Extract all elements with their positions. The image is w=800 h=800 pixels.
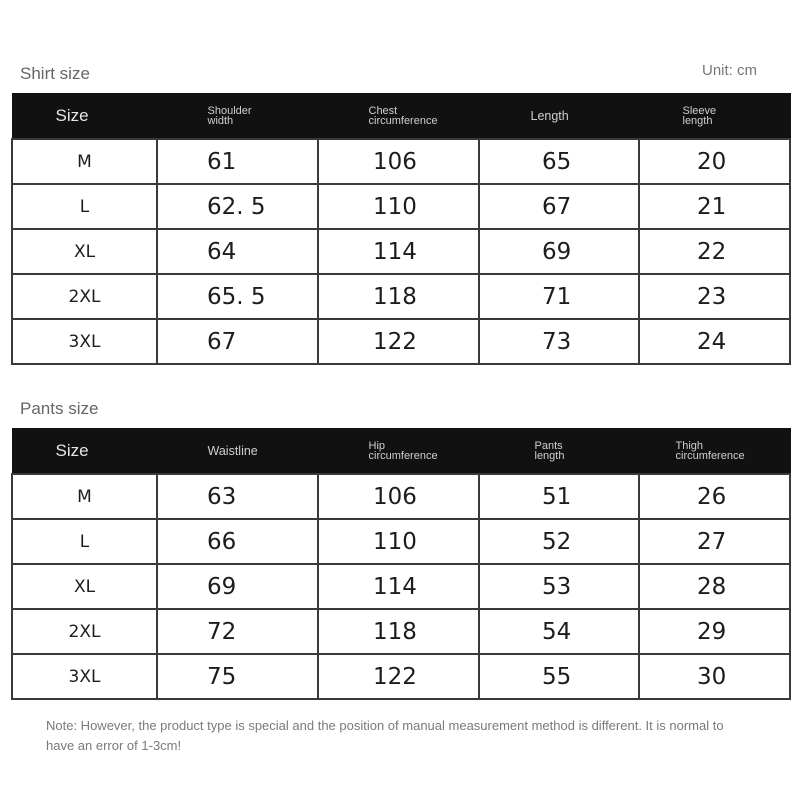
pants-size-cell: M [12,474,157,519]
pants-value-cell: 29 [639,609,790,654]
shirt-size-cell: 3XL [12,319,157,364]
pants-header-thigh: Thigh circumference [639,429,790,475]
shirt-value-cell: 67 [479,184,639,229]
shirt-table-row [12,229,790,274]
pants-value-cell: 52 [479,519,639,564]
pants-value-cell: 51 [479,474,639,519]
pants-size-cell: XL [12,564,157,609]
shirt-value-cell: 73 [479,319,639,364]
shirt-header-shoulder: Shoulder width [157,94,318,140]
pants-value-cell: 55 [479,654,639,699]
shirt-size-title: Shirt size [20,64,90,83]
pants-value-cell: 53 [479,564,639,609]
pants-header-waist: Waistline [157,429,318,475]
unit-label: Unit: cm [702,62,758,79]
shirt-value-cell: 114 [318,229,479,274]
shirt-header-sleeve: Sleeve length [639,94,790,140]
shirt-value-cell: 65. 5 [157,274,318,319]
shirt-table-row [12,274,790,319]
shirt-value-cell: 65 [479,139,639,184]
measurement-note: Note: However, the product type is special and the position of manual measurement method is different. It is normal to have an error of 1-3cm! [46,718,724,753]
shirt-header-chest: Chest circumference [318,94,479,140]
shirt-size-cell: XL [12,229,157,274]
pants-value-cell: 106 [318,474,479,519]
pants-value-cell: 28 [639,564,790,609]
pants-value-cell: 75 [157,654,318,699]
pants-table-row [12,654,790,699]
shirt-value-cell: 69 [479,229,639,274]
shirt-header-row [12,94,790,140]
shirt-header-size: Size [12,94,157,140]
shirt-table-row [12,184,790,229]
pants-header-pants-length: Pants length [479,429,639,475]
shirt-size-cell: M [12,139,157,184]
pants-value-cell: 27 [639,519,790,564]
pants-value-cell: 63 [157,474,318,519]
shirt-value-cell: 24 [639,319,790,364]
pants-value-cell: 26 [639,474,790,519]
shirt-value-cell: 67 [157,319,318,364]
shirt-size-cell: 2XL [12,274,157,319]
shirt-value-cell: 61 [157,139,318,184]
pants-value-cell: 69 [157,564,318,609]
shirt-value-cell: 62. 5 [157,184,318,229]
pants-header-hip: Hip circumference [318,429,479,475]
shirt-value-cell: 110 [318,184,479,229]
shirt-value-cell: 20 [639,139,790,184]
pants-value-cell: 110 [318,519,479,564]
shirt-size-cell: L [12,184,157,229]
pants-table-row [12,474,790,519]
shirt-table-row [12,319,790,364]
pants-header-row [12,429,790,475]
pants-value-cell: 122 [318,654,479,699]
shirt-table-row [12,139,790,184]
pants-value-cell: 72 [157,609,318,654]
shirt-value-cell: 118 [318,274,479,319]
pants-size-cell: L [12,519,157,564]
pants-value-cell: 66 [157,519,318,564]
pants-table-row [12,609,790,654]
pants-size-table [11,428,791,700]
shirt-value-cell: 106 [318,139,479,184]
pants-value-cell: 54 [479,609,639,654]
shirt-value-cell: 64 [157,229,318,274]
shirt-value-cell: 23 [639,274,790,319]
shirt-size-table [11,93,791,365]
shirt-value-cell: 122 [318,319,479,364]
pants-table-row [12,564,790,609]
shirt-value-cell: 71 [479,274,639,319]
pants-value-cell: 30 [639,654,790,699]
pants-table-row [12,519,790,564]
pants-size-title: Pants size [20,399,99,418]
pants-size-cell: 2XL [12,609,157,654]
pants-value-cell: 118 [318,609,479,654]
pants-size-cell: 3XL [12,654,157,699]
shirt-value-cell: 22 [639,229,790,274]
pants-value-cell: 114 [318,564,479,609]
shirt-header-length: Length [479,94,639,140]
pants-header-size: Size [12,429,157,475]
shirt-value-cell: 21 [639,184,790,229]
